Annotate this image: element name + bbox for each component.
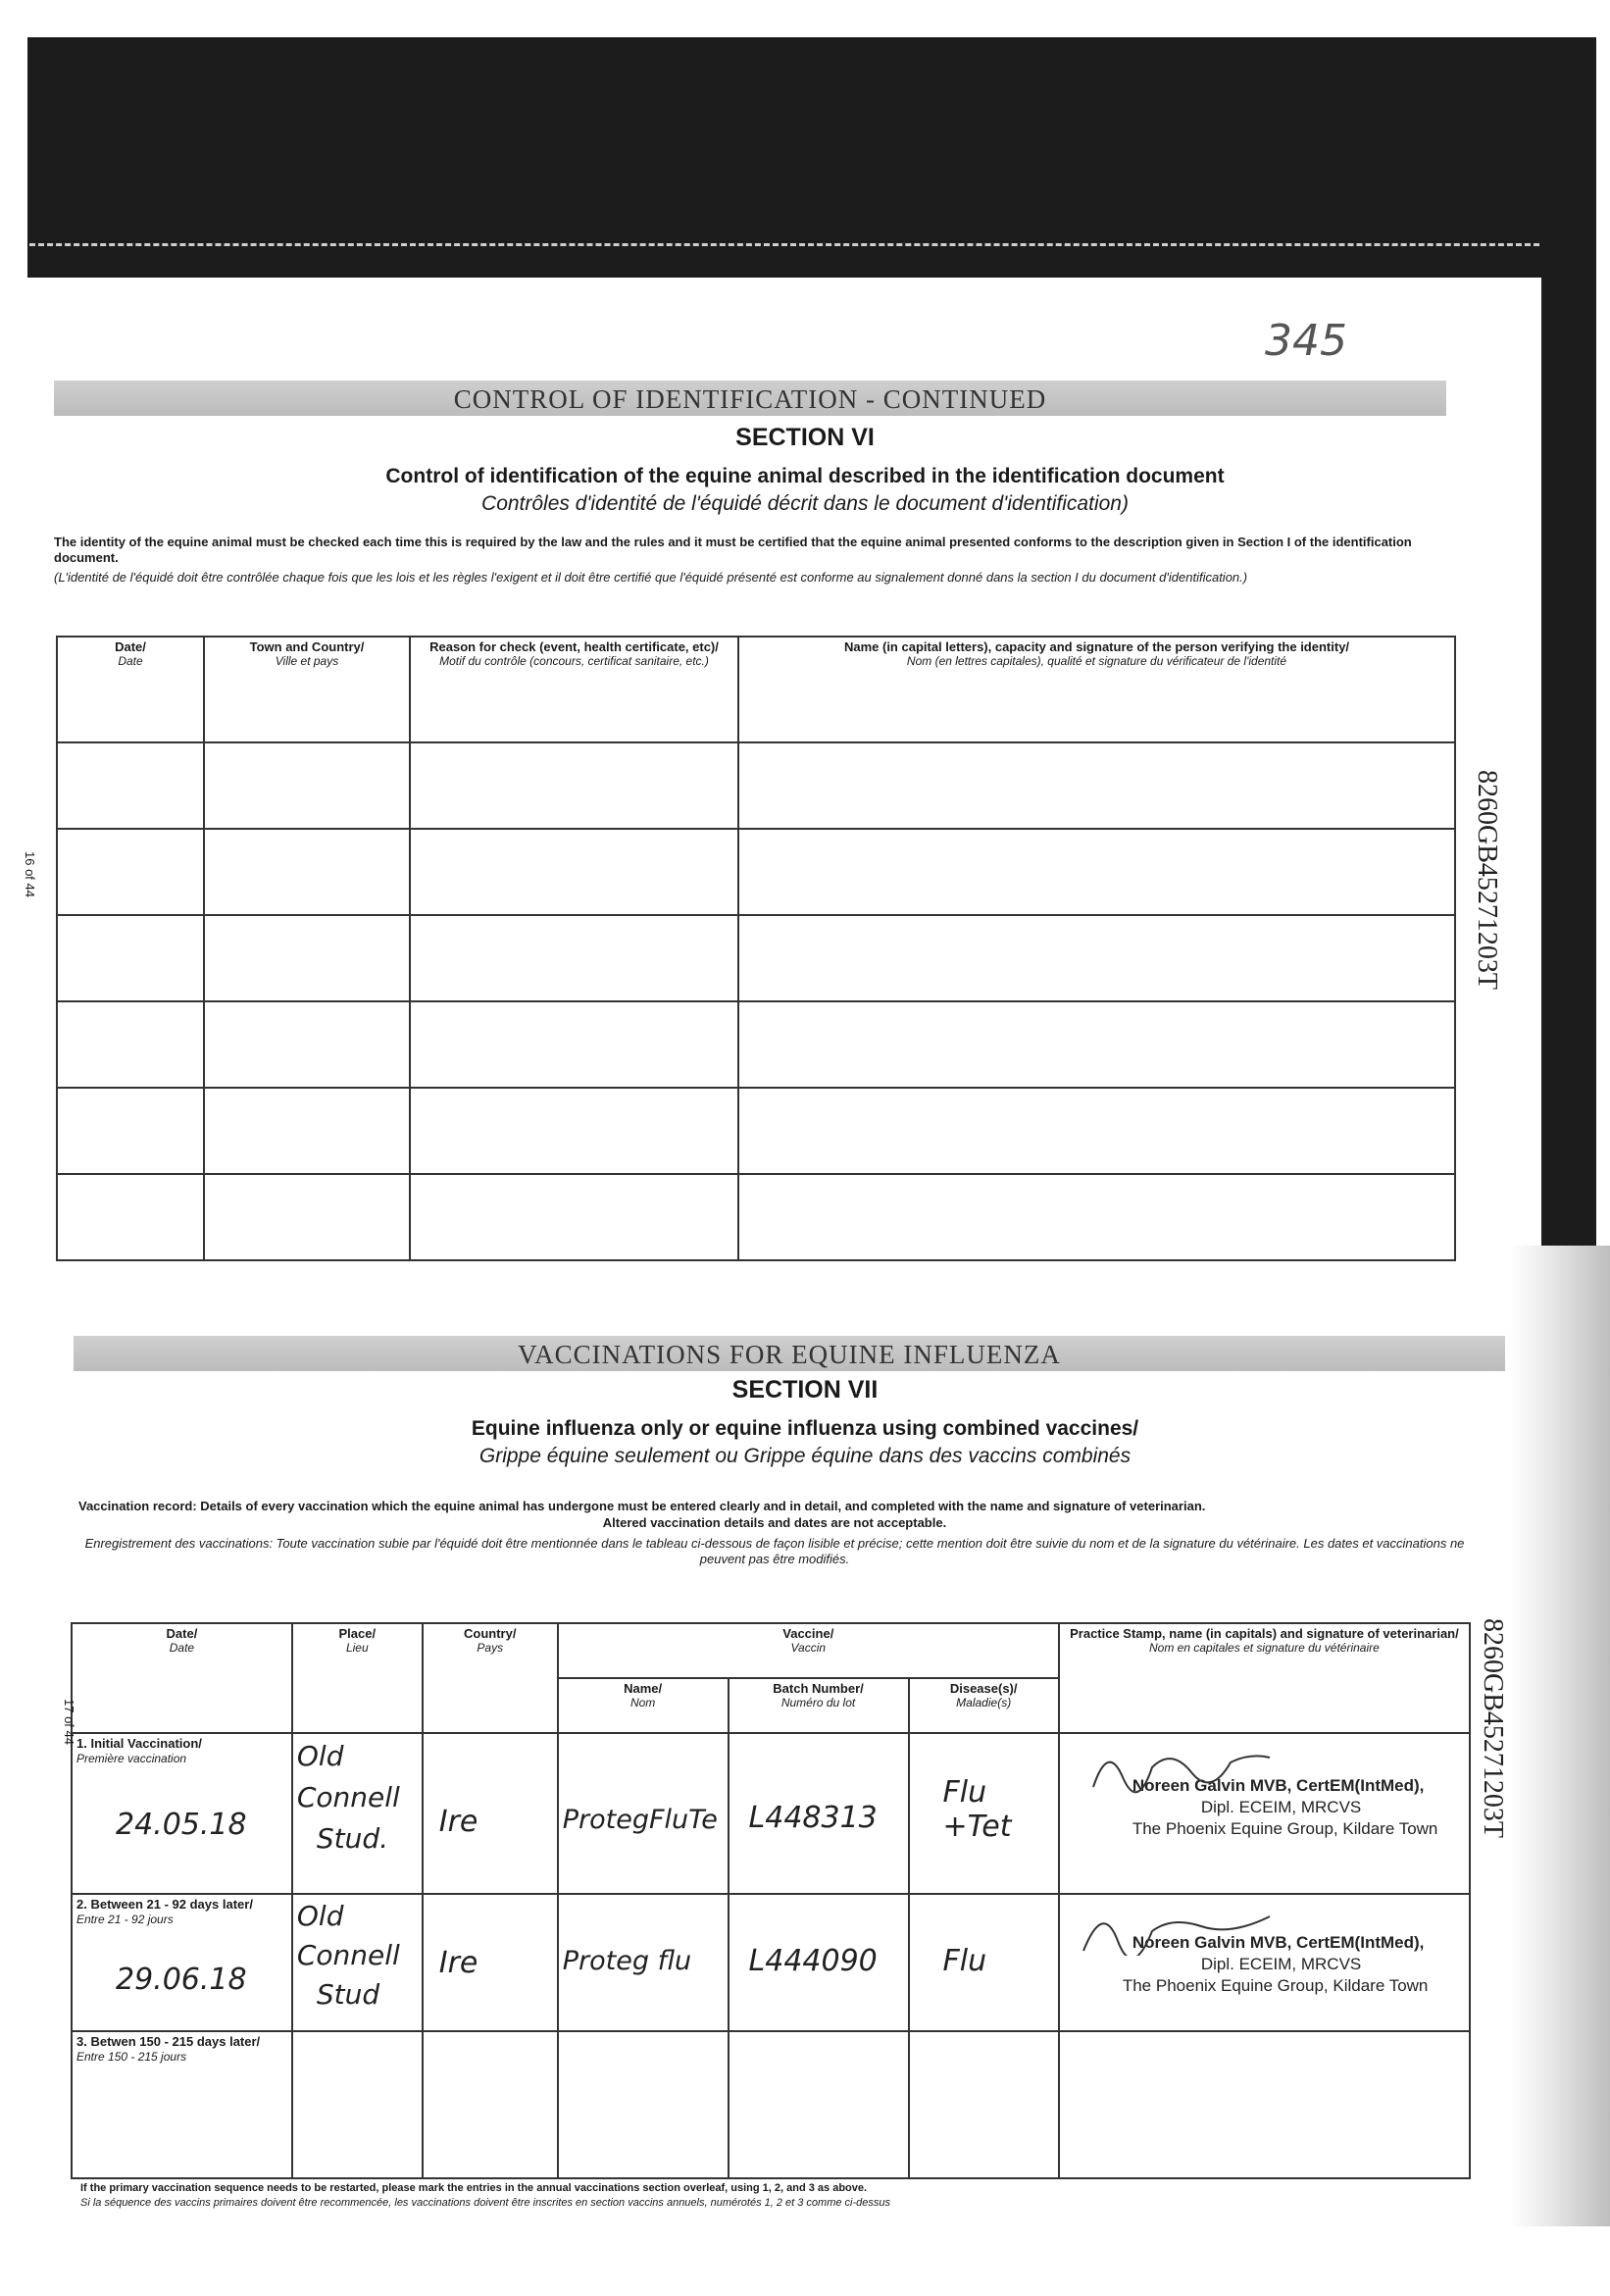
col-verifier: Name (in capital letters), capacity and signature of the person verifying the identity/ Nom (en lettres capitales), qualité et signature du vérificateur de l'identité: [738, 637, 1455, 742]
h-vaccine: Vaccine/ Vaccin: [558, 1623, 1059, 1678]
batch-number: L448313: [748, 1801, 878, 1835]
signature-2: [1074, 1897, 1289, 1956]
place-line-1: Old: [296, 1900, 344, 1932]
h-date: Date/ Date: [72, 1623, 292, 1733]
stamp-line-2: Dipl. ECEIM, MRCVS: [1200, 1955, 1362, 1973]
disease-2: +Tet: [942, 1810, 1012, 1844]
col-reason: Reason for check (event, health certificate, etc)/ Motif du contrôle (concours, certificat sanitaire, etc.): [410, 637, 738, 742]
vaccine-name: ProtegFluTe: [562, 1805, 718, 1835]
section6-subtitle-fr: Contrôles d'identité de l'équidé décrit dans le document d'identification): [481, 492, 1129, 515]
vaccination-record-note: Vaccination record: Details of every vaccination which the equine animal has undergone must be entered clearly and in detail, and completed with the name and signature of veterinarian.: [78, 1499, 1206, 1513]
place-line-3: Stud.: [316, 1822, 389, 1855]
table-row: [57, 1088, 1455, 1174]
section6-intro-fr: (L'identité de l'équidé doit être contrôlée chaque fois que les lois et les règles l'exigent et il doit être certifié que l'équidé présenté est conforme au signalement donné dans la section I du document d'identification.): [54, 570, 1248, 585]
section6-subtitle: Control of identification of the equine animal described in the identification document: [385, 465, 1225, 487]
signature-1: [1083, 1738, 1280, 1797]
table-row: [57, 829, 1455, 915]
place-line-1: Old: [296, 1740, 344, 1772]
section7-subtitle: Equine influenza only or equine influenza using combined vaccines/: [471, 1417, 1139, 1440]
disease-1: Flu: [942, 1944, 987, 1978]
perforation-line: [29, 243, 1539, 256]
doc-id-vertical-top: 8260GB45271203T: [1472, 770, 1502, 990]
vaccination-date: 24.05.18: [116, 1808, 247, 1842]
batch-number: L444090: [748, 1944, 878, 1978]
section6-title: SECTION VI: [735, 424, 875, 451]
disease-1: Flu: [942, 1775, 987, 1810]
stamp-line-3: The Phoenix Equine Group, Kildare Town: [1122, 1976, 1429, 1995]
table-row: 3. Betwen 150 - 215 days later/ Entre 150 - 215 jours: [72, 2031, 1470, 2178]
section6-band: CONTROL OF IDENTIFICATION - CONTINUED: [54, 381, 1446, 416]
stamp-line-1: Noreen Galvin MVB, CertEM(IntMed),: [1132, 1933, 1425, 1952]
h-batch: Batch Number/ Numéro du lot: [729, 1678, 909, 1733]
page-number-vertical-top: 16 of 44: [23, 851, 37, 897]
h-country: Country/ Pays: [423, 1623, 558, 1733]
col-date: Date/ Date: [57, 637, 204, 742]
table-row: [57, 742, 1455, 829]
section7-band: VACCINATIONS FOR EQUINE INFLUENZA: [74, 1336, 1505, 1371]
vaccination-record-note-2: Altered vaccination details and dates are not acceptable.: [602, 1515, 947, 1530]
page-number-vertical-bottom: 17 of 44: [62, 1699, 76, 1745]
table-row: [57, 1174, 1455, 1260]
vaccination-record-note-fr: Enregistrement des vaccinations: Toute vaccination subie par l'équidé doit être mentionnée dans le tableau ci-dessous de façon lisible et précise; cette mention doit être suivie du nom et de la signature du vétérinaire. Les dates et vaccinations ne peuvent pas être modifiés.: [84, 1536, 1465, 1566]
table-row: [57, 915, 1455, 1001]
country-value: Ire: [438, 1946, 478, 1980]
place-line-3: Stud: [316, 1978, 380, 2011]
place-line-2: Connell: [296, 1781, 400, 1813]
section7-subtitle-fr: Grippe équine seulement ou Grippe équine dans des vaccins combinés: [478, 1445, 1132, 1467]
country-value: Ire: [438, 1805, 478, 1839]
vaccination-table: [71, 1622, 1471, 2179]
table-row: 2. Between 21 - 92 days later/ Entre 21 - 92 jours 29.06.18 Old Connell Stud Ire Proteg flu L444090 Flu Noreen Galvin MVB, CertEM(IntMed), Dipl. ECEIM, MRCVS The Phoenix Equine Group, Kildare Town: [72, 1894, 1470, 2031]
stamp-line-1: Noreen Galvin MVB, CertEM(IntMed),: [1132, 1776, 1425, 1795]
h-stamp: Practice Stamp, name (in capitals) and signature of veterinarian/ Nom en capitales et signature du vétérinaire: [1059, 1623, 1470, 1733]
scanned-cover-page: [27, 37, 1596, 278]
h-disease: Disease(s)/ Maladie(s): [909, 1678, 1059, 1733]
col-town: Town and Country/ Ville et pays: [204, 637, 410, 742]
footnote: If the primary vaccination sequence needs to be restarted, please mark the entries in the annual vaccinations section overleaf, using 1, 2, and 3 as above.: [80, 2182, 868, 2194]
identity-check-table: [56, 636, 1456, 1261]
section6-intro: The identity of the equine animal must be checked each time this is required by the law and the rules and it must be certified that the equine animal presented conforms to the description given in Section I of the identification document.: [54, 535, 1412, 565]
footnote-fr: Si la séquence des vaccins primaires doivent être recommencée, les vaccinations doivent être inscrites en section vaccins annuels, numérotés 1, 2 et 3 comme ci-dessus: [80, 2197, 891, 2209]
stamp-line-2: Dipl. ECEIM, MRCVS: [1200, 1798, 1362, 1816]
h-place: Place/ Lieu: [292, 1623, 423, 1733]
stamp-line-3: The Phoenix Equine Group, Kildare Town: [1132, 1819, 1438, 1838]
section7-title: SECTION VII: [731, 1376, 879, 1403]
h-name: Name/ Nom: [558, 1678, 729, 1733]
place-line-2: Connell: [296, 1939, 400, 1971]
table-row: 1. Initial Vaccination/ Première vaccination 24.05.18 Old Connell Stud. Ire ProtegFluTe L448313 Flu +Tet Noreen Galvin MVB, CertEM(IntMed), Dipl. ECEIM, MRCVS The Phoenix Equine Group, Kildare Town: [72, 1733, 1470, 1894]
doc-id-vertical-bottom: 8260GB45271203T: [1478, 1618, 1508, 1838]
vaccination-date: 29.06.18: [116, 1963, 247, 1997]
table-row: [57, 1001, 1455, 1088]
vaccine-name: Proteg flu: [562, 1946, 692, 1976]
handwritten-page-number: 345: [1265, 316, 1347, 366]
